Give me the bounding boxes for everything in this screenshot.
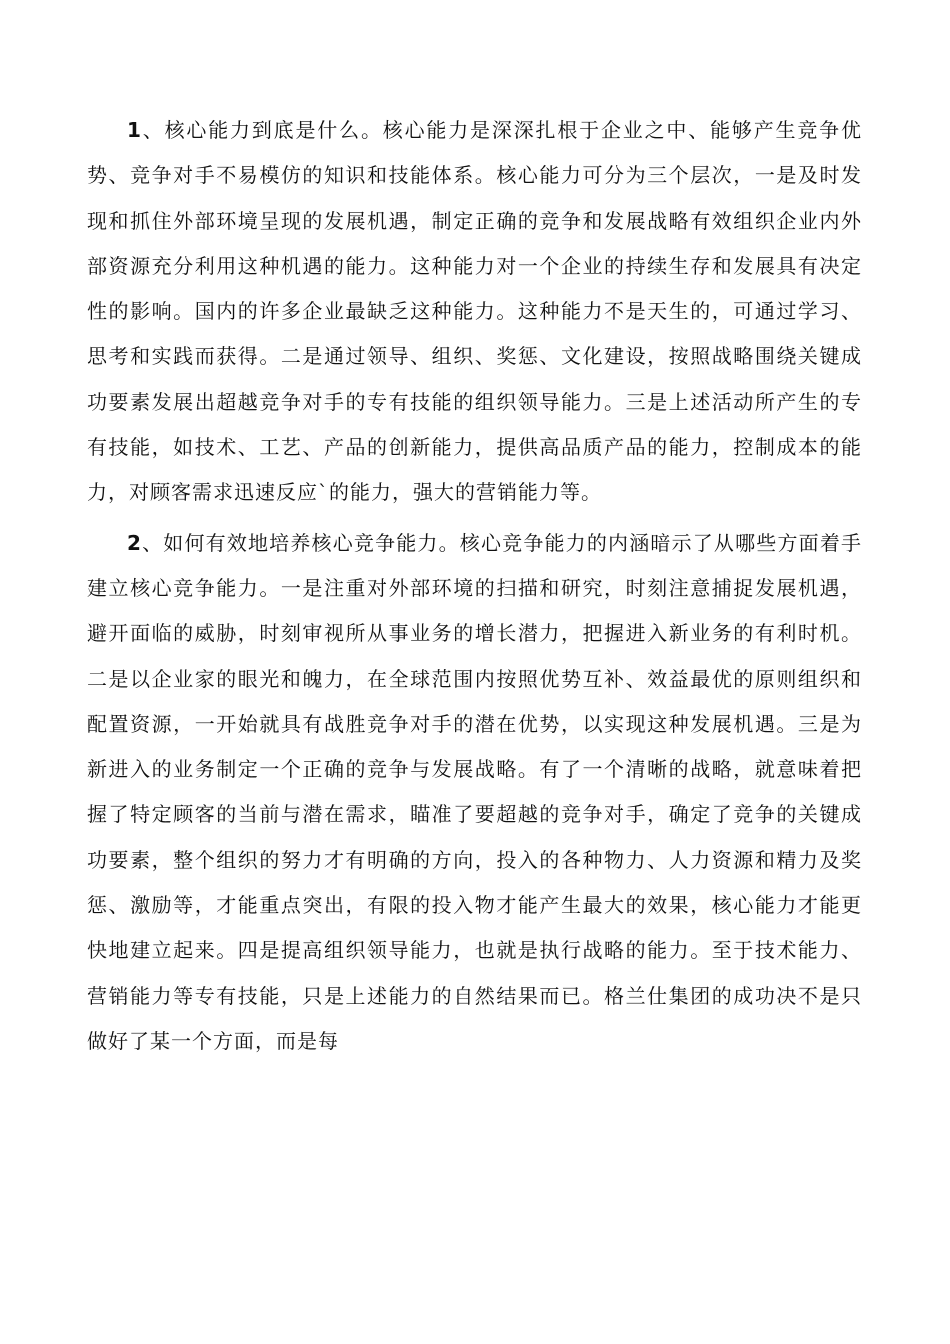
paragraph-text: 、如何有效地培养核心竞争能力。核心竞争能力的内涵暗示了从哪些方面着手建立核心竞争能力。一是注重对外部环境的扫描和研究，时刻注意捕捉发展机遇，避开面临的威胁，时刻审视所从事业务的增长潜力，把握进入新业务的有利时机。二是以企业家的眼光和魄力，在全球范围内按照优势互补、效益最优的原则组织和配置资源，一开始就具有战胜竞争对手的潜在优势，以实现这种发展机遇。三是为新进入的业务制定一个正确的竞争与发展战略。有了一个清晰的战略，就意味着把握了特定顾客的当前与潜在需求，瞄准了要超越的竞争对手，确定了竞争的关键成功要素，整个组织的努力才有明确的方向，投入的各种物力、人力资源和精力及奖惩、激励等，才能重点突出，有限的投入物才能产生最大的效果，核心能力才能更快地建立起来。四是提高组织领导能力，也就是执行战略的能力。至于技术能力、营销能力等专有技能，只是上述能力的自然结果而已。格兰仕集团的成功决不是只做好了某一个方面，而是每 (87, 530, 862, 1053)
paragraph-number: 2 (127, 530, 142, 555)
paragraph-number: 1 (127, 118, 142, 142)
paragraph-core-competence-definition (87, 108, 862, 516)
paragraph-text: 、核心能力到底是什么。核心能力是深深扎根于企业之中、能够产生竞争优势、竞争对手不易模仿的知识和技能体系。核心能力可分为三个层次，一是及时发现和抓住外部环境呈现的发展机遇，制定正确的竞争和发展战略有效组织企业内外部资源充分利用这种机遇的能力。这种能力对一个企业的持续生存和发展具有决定性的影响。国内的许多企业最缺乏这种能力。这种能力不是天生的，可通过学习、思考和实践而获得。二是通过领导、组织、奖惩、文化建设，按照战略围绕关键成功要素发展出超越竞争对手的专有技能的组织领导能力。三是上述活动所产生的专有技能，如技术、工艺、产品的创新能力，提供高品质产品的能力，控制成本的能力，对顾客需求迅速反应`的能力，强大的营销能力等。 (87, 118, 862, 505)
paragraph-cultivating-core-competence (87, 521, 862, 1065)
document-body (87, 108, 862, 1069)
